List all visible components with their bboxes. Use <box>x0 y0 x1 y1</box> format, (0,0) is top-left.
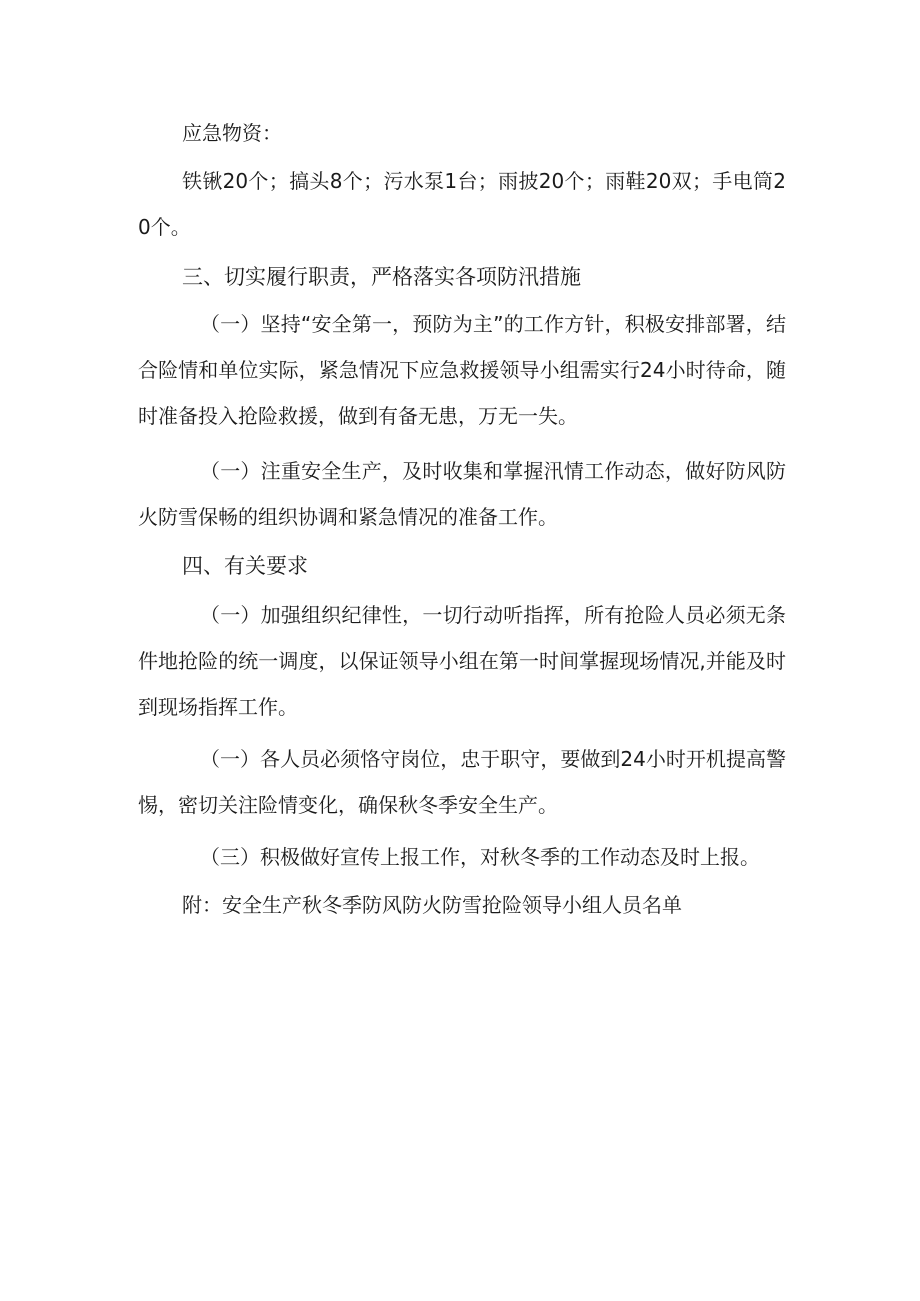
paragraph-requirement-three: （三）积极做好宣传上报工作，对秋冬季的工作动态及时上报。 <box>200 845 760 869</box>
paragraph-attachment: 附：安全生产秋冬季防风防火防雪抢险领导小组人员名单 <box>182 893 682 917</box>
paragraph-requirement-one: （一）加强组织纪律性，一切行动听指挥，所有抢险人员必须无条件地抢险的统一调度，以保证领导小组在第一时间掌握现场情况,并能及时到现场指挥工作。 <box>138 603 786 719</box>
section-heading-three: 三、切实履行职责，严格落实各项防汛措施 <box>182 265 581 289</box>
paragraph-measure-two: （一）注重安全生产，及时收集和掌握汛情工作动态，做好防风防火防雪保畅的组织协调和紧急情况的准备工作。 <box>138 459 786 529</box>
paragraph-emergency-supplies-title: 应急物资： <box>182 121 282 145</box>
paragraph-emergency-supplies-list: 铁锹20个；搞头8个；污水泵1台；雨披20个；雨鞋20双；手电筒20个。 <box>138 169 786 239</box>
paragraph-requirement-two: （一）各人员必须恪守岗位，忠于职守，要做到24小时开机提高警惕，密切关注险情变化，确保秋冬季安全生产。 <box>138 747 786 817</box>
paragraph-measure-one: （一）坚持“安全第一，预防为主”的工作方针，积极安排部署，结合险情和单位实际，紧急情况下应急救援领导小组需实行24小时待命，随时准备投入抢险救援，做到有备无患，万无一失。 <box>138 312 786 428</box>
section-heading-four: 四、有关要求 <box>182 554 308 578</box>
